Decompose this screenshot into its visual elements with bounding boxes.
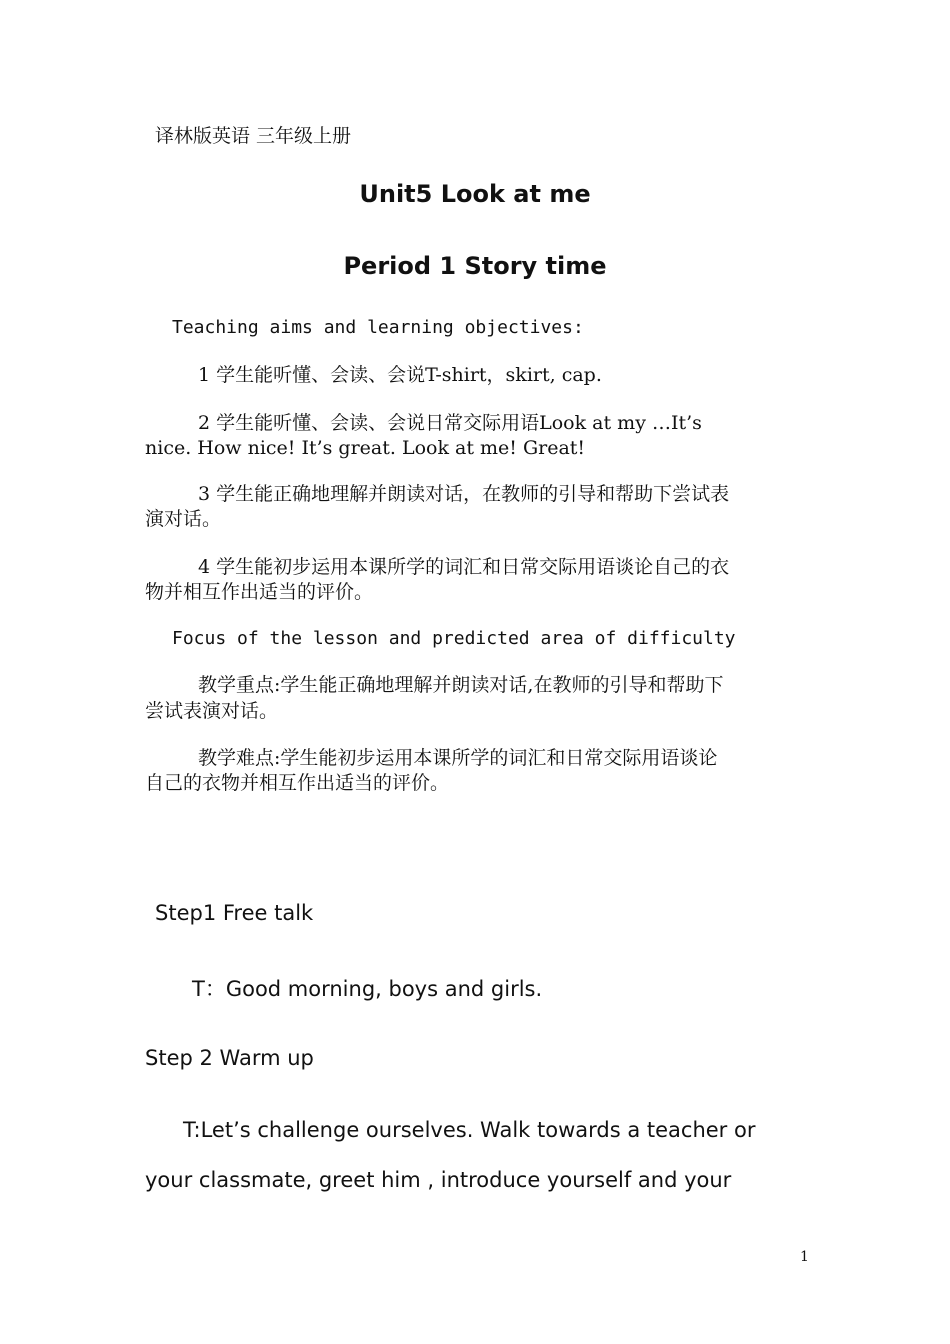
textbook-label: 译林版英语 三年级上册 <box>155 125 352 147</box>
aims-heading: Teaching aims and learning objectives: <box>172 317 584 338</box>
focus-heading: Focus of the lesson and predicted area of difficulty <box>172 628 736 649</box>
step1-line: T：Good morning, boys and girls. <box>192 977 543 1001</box>
step1-title: Step1 Free talk <box>155 901 314 925</box>
aim-item-2-line-1: 2 学生能听懂、会读、会说日常交际用语Look at my …It’s <box>198 412 702 434</box>
aim-item-3-line-1: 3 学生能正确地理解并朗读对话，在教师的引导和帮助下尝试表 <box>198 483 730 505</box>
aim-item-3-line-2: 演对话。 <box>145 508 222 530</box>
step2-line-1: T:Let’s challenge ourselves. Walk towards a teacher or <box>183 1118 756 1142</box>
page-number: 1 <box>800 1249 809 1265</box>
key-point-line-2: 尝试表演对话。 <box>145 700 279 722</box>
difficulty-line-2: 自己的衣物并相互作出适当的评价。 <box>145 772 450 794</box>
aim-item-1: 1 学生能听懂、会读、会说T-shirt，skirt, cap. <box>198 364 602 386</box>
difficulty-line-1: 教学难点:学生能初步运用本课所学的词汇和日常交际用语谈论 <box>198 747 718 769</box>
aim-item-4-line-2: 物并相互作出适当的评价。 <box>145 581 374 603</box>
aim-item-2-line-2: nice. How nice! It’s great. Look at me! Great! <box>145 437 586 459</box>
unit-title: Unit5 Look at me <box>359 180 591 208</box>
step2-line-2: your classmate, greet him , introduce yourself and your <box>145 1168 732 1192</box>
aim-item-4-line-1: 4 学生能初步运用本课所学的词汇和日常交际用语谈论自己的衣 <box>198 556 730 578</box>
key-point-line-1: 教学重点:学生能正确地理解并朗读对话,在教师的引导和帮助下 <box>198 674 724 696</box>
period-title: Period 1 Story time <box>343 252 607 280</box>
step2-title: Step 2 Warm up <box>145 1046 314 1070</box>
